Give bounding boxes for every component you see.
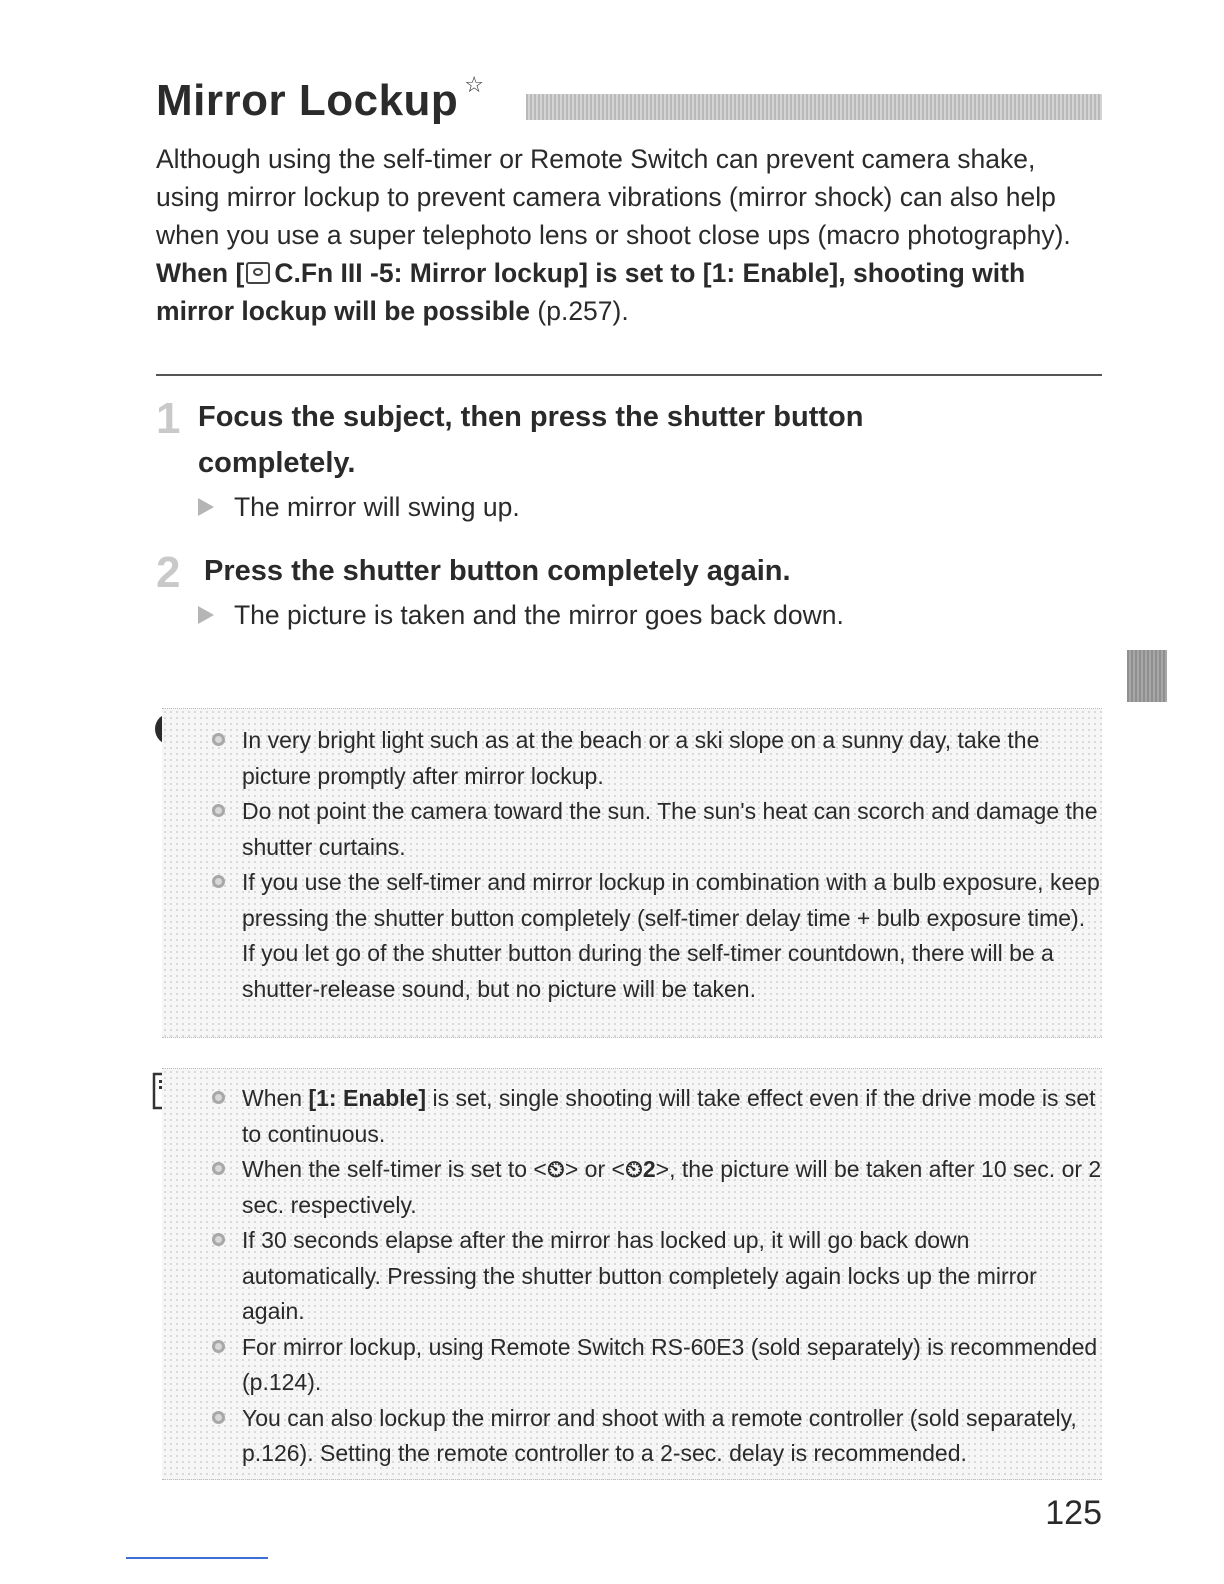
page-reference: (p.257). <box>530 296 629 326</box>
title-decoration-bar <box>526 94 1102 120</box>
step-heading: Focus the subject, then press the shutter button completely. <box>198 401 864 479</box>
caution-box <box>162 708 1102 1038</box>
bullet-icon <box>212 1340 225 1353</box>
page-title: Mirror Lockup ☆ <box>156 72 485 125</box>
bullet-icon <box>212 1091 225 1104</box>
note-item: For mirror lockup, using Remote Switch RS-60E3 (sold separately) is recommended (p.124). <box>162 1330 1102 1401</box>
bullet-icon <box>212 1162 225 1175</box>
caution-item: In very bright light such as at the beach or a ski slope on a sunny day, take the picture promptly after mirror lockup. <box>162 723 1102 794</box>
step-2 <box>156 548 1102 648</box>
note-item: If 30 seconds elapse after the mirror has locked up, it will go back down automatically. Pressing the shutter button completely again locks up the mirror again. <box>162 1223 1102 1330</box>
self-timer-10s-icon: ⏲ <box>546 1156 565 1182</box>
step-1 <box>156 394 1102 534</box>
caution-item: If you use the self-timer and mirror lockup in combination with a bulb exposure, keep pressing the shutter button completely (self-timer delay time + bulb exposure time). If you let go of the shutter button during the self-timer countdown, there will be a shutter-release sound, but no picture will be taken. <box>162 865 1102 1007</box>
bullet-icon <box>212 1411 225 1424</box>
bullet-icon <box>212 804 225 817</box>
note-item: When the self-timer is set to <⏲> or <⏲2>, the picture will be taken after 10 sec. or 2 sec. respectively. <box>162 1152 1102 1223</box>
step-number: 2 <box>156 548 181 597</box>
chapter-tab <box>1127 650 1167 702</box>
note-item: You can also lockup the mirror and shoot with a remote controller (sold separately, p.126). Setting the remote controller to a 2-sec. delay is recommended. <box>162 1401 1102 1472</box>
advanced-star-icon: ☆ <box>464 72 485 97</box>
step-number: 1 <box>156 394 181 443</box>
footer-line <box>126 1557 268 1559</box>
step-result: The mirror will swing up. <box>198 492 520 523</box>
setting-instruction: When [ C.Fn III -5: Mirror lockup] is set to [1: Enable], shooting with mirror lockup will be possible (p.257). <box>156 258 1026 326</box>
custom-function-menu-icon <box>246 262 270 284</box>
page-number: 125 <box>1045 1494 1102 1532</box>
title-row <box>156 72 1102 134</box>
arrow-icon <box>198 498 214 516</box>
step-result: The picture is taken and the mirror goes back down. <box>198 600 844 631</box>
arrow-icon <box>198 606 214 624</box>
self-timer-2s-icon: ⏲2 <box>624 1156 656 1182</box>
step-heading: Press the shutter button completely again. <box>204 555 791 587</box>
bullet-icon <box>212 875 225 888</box>
bullet-icon <box>212 1233 225 1246</box>
note-box <box>162 1068 1102 1480</box>
intro-section <box>156 140 1102 330</box>
caution-item: Do not point the camera toward the sun. The sun's heat can scorch and damage the shutter curtains. <box>162 794 1102 865</box>
bullet-icon <box>212 733 225 746</box>
section-divider <box>156 374 1102 376</box>
intro-paragraph: Although using the self-timer or Remote Switch can prevent camera shake, using mirror lockup to prevent camera vibrations (mirror shock) can also help when you use a super telephoto lens or shoot close ups (macro photography). <box>156 144 1071 250</box>
note-item: When [1: Enable] is set, single shooting will take effect even if the drive mode is set to continuous. <box>162 1081 1102 1152</box>
